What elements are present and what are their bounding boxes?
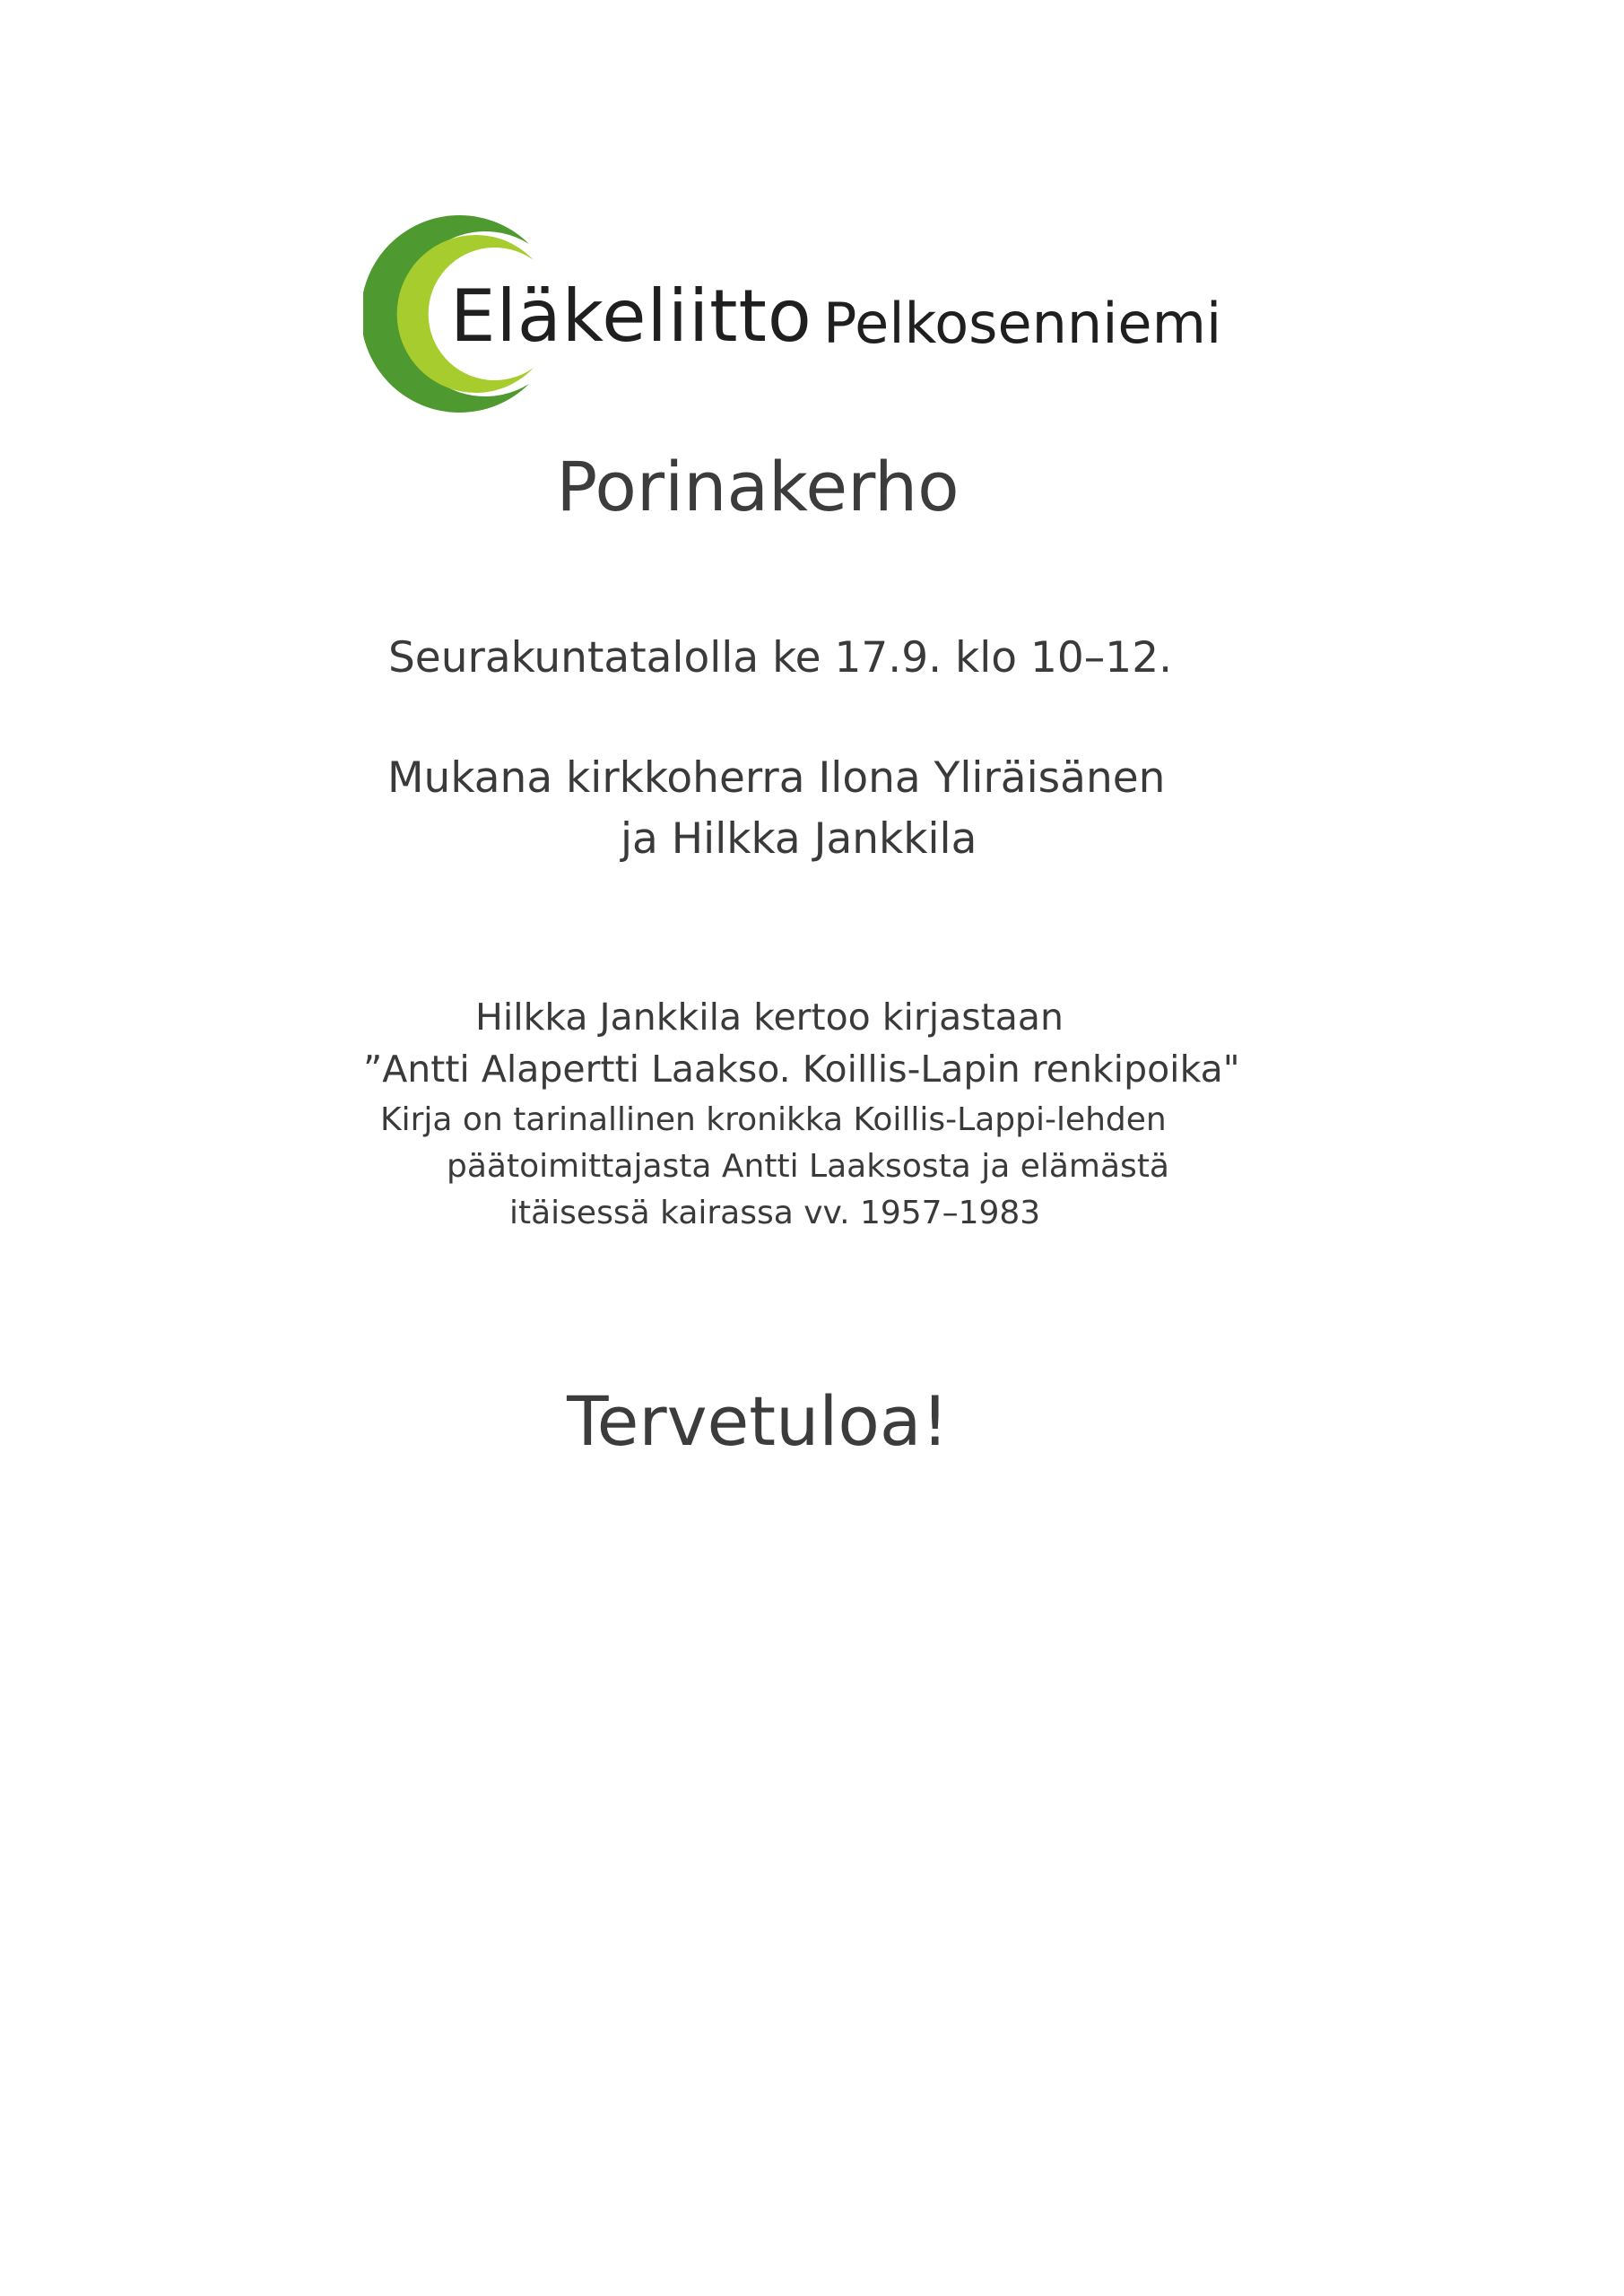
- book-intro: Hilkka Jankkila kertoo kirjastaan: [475, 996, 1064, 1039]
- logo-place: Pelkosenniemi: [823, 291, 1222, 356]
- welcome-text: Tervetuloa!: [567, 1381, 949, 1461]
- book-title: ”Antti Alapertti Laakso. Koillis-Lapin renkipoika": [363, 1048, 1240, 1091]
- event-time-location: Seurakuntatalolla ke 17.9. klo 10–12.: [387, 633, 1173, 683]
- book-description-line-3: itäisessä kairassa vv. 1957–1983: [509, 1195, 1041, 1231]
- logo-name: Eläkeliitto: [450, 274, 812, 358]
- book-description-line-1: Kirja on tarinallinen kronikka Koillis-Lappi-lehden: [380, 1101, 1167, 1138]
- event-guests-line-2: ja Hilkka Jankkila: [621, 814, 977, 864]
- event-guests-line-1: Mukana kirkkoherra Ilona Yliräisänen: [387, 753, 1166, 803]
- book-description-line-2: päätoimittajasta Antti Laaksosta ja elämästä: [447, 1148, 1169, 1185]
- event-title: Porinakerho: [556, 447, 960, 526]
